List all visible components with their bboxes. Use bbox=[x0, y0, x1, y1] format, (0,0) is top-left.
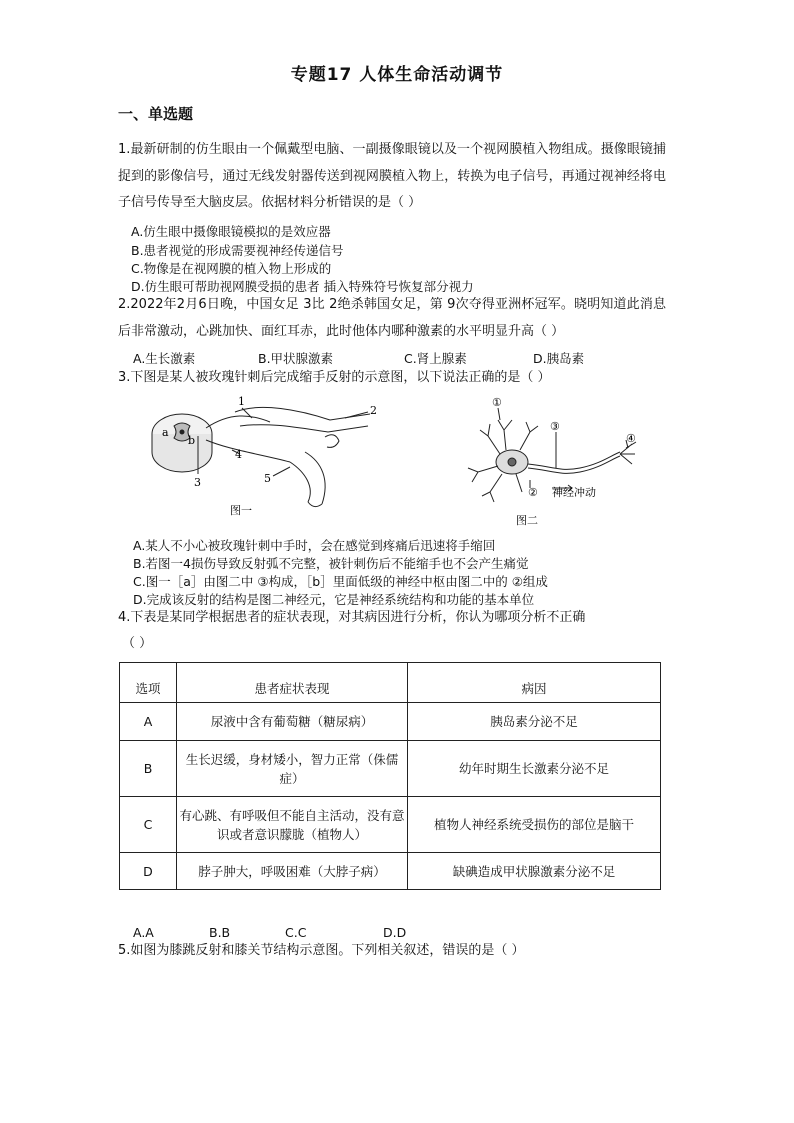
q1-option-a: A.仿生眼中摄像眼镜模拟的是效应器 bbox=[131, 224, 331, 239]
fig1-label-4: 4 bbox=[235, 448, 242, 461]
q1-stem: 1.最新研制的仿生眼由一个佩戴型电脑、一副摄像眼镜以及一个视网膜植入物组成。摄像眼镜捕捉到的影像信号，通过无线发射器传送到视网膜植入物上，转换为电子信号，再通过视神经将电子信号传导至大脑皮层。依据材料分析错误的是（ ） bbox=[118, 142, 666, 210]
fig2-caption: 图二 bbox=[516, 514, 538, 527]
row-b-cause: 幼年时期生长激素分泌不足 bbox=[408, 741, 661, 797]
row-b-symptom: 生长迟缓，身材矮小，智力正常（侏儒症） bbox=[177, 741, 408, 797]
table-header-row bbox=[120, 663, 661, 703]
row-c-option: C bbox=[120, 797, 177, 853]
fig2-label-1: ① bbox=[492, 396, 502, 409]
fig1-label-1: 1 bbox=[238, 395, 245, 408]
q3-option-a: A.某人不小心被玫瑰针刺中手时，会在感觉到疼痛后迅速将手缩回 bbox=[133, 538, 496, 553]
header-cause: 病因 bbox=[408, 663, 661, 703]
fig2-label-4: ④ bbox=[626, 432, 636, 445]
fig1-caption: 图一 bbox=[230, 504, 252, 517]
q3-stem: 3.下图是某人被玫瑰针刺后完成缩手反射的示意图，以下说法正确的是（ ） bbox=[118, 370, 551, 385]
fig1-label-a: a bbox=[162, 426, 169, 439]
q3-option-c: C.图一［a］由图二中 ③构成，［b］里面低级的神经中枢由图二中的 ②组成 bbox=[133, 574, 548, 589]
q1-option-c: C.物像是在视网膜的植入物上形成的 bbox=[131, 261, 332, 276]
header-symptom: 患者症状表现 bbox=[177, 663, 408, 703]
fig1-label-2: 2 bbox=[370, 404, 377, 417]
fig2-impulse-label: 神经冲动 bbox=[552, 486, 596, 499]
fig1-label-b: b bbox=[188, 434, 196, 447]
q3-option-d: D.完成该反射的结构是图二神经元，它是神经系统结构和功能的基本单位 bbox=[133, 592, 535, 607]
fig1-label-5: 5 bbox=[264, 472, 271, 485]
q4-option-d: D.D bbox=[383, 925, 407, 940]
table-row bbox=[120, 741, 661, 797]
q1-option-d: D.仿生眼可帮助视网膜受损的患者 插入特殊符号恢复部分视力 bbox=[131, 279, 474, 294]
header-option: 选项 bbox=[120, 663, 177, 703]
q2-option-a: A.生长激素 bbox=[133, 351, 196, 366]
q4-option-c: C.C bbox=[285, 925, 307, 940]
row-a-symptom: 尿液中含有葡萄糖（糖尿病） bbox=[177, 703, 408, 741]
reflex-arc-figure bbox=[140, 392, 390, 520]
fig1-label-3: 3 bbox=[194, 476, 201, 489]
fig2-label-3: ③ bbox=[550, 420, 560, 433]
q2-option-c: C.肾上腺素 bbox=[404, 351, 467, 366]
row-c-symptom: 有心跳、有呼吸但不能自主活动，没有意识或者意识朦胧（植物人） bbox=[177, 797, 408, 853]
q2-stem: 2.2022年2月6日晚，中国女足 3比 2绝杀韩国女足，第 9次夺得亚洲杯冠军。晓明知道此消息后非常激动，心跳加快、面红耳赤，此时他体内哪种激素的水平明显升高（ ） bbox=[118, 297, 666, 339]
section-heading: 一、单选题 bbox=[118, 105, 194, 123]
fig2-label-2: ② bbox=[528, 486, 538, 499]
row-a-option: A bbox=[120, 703, 177, 741]
q3-option-b: B.若图一4损伤导致反射弧不完整，被针刺伤后不能缩手也不会产生痛觉 bbox=[133, 556, 529, 571]
q4-option-a: A.A bbox=[133, 925, 154, 940]
symptom-table bbox=[119, 662, 661, 890]
row-d-option: D bbox=[120, 853, 177, 890]
neuron-figure bbox=[460, 392, 650, 530]
q4-stem-line1: 4.下表是某同学根据患者的症状表现，对其病因进行分析，你认为哪项分析不正确 bbox=[118, 610, 586, 625]
q1-option-b: B.患者视觉的形成需要视神经传递信号 bbox=[131, 243, 344, 258]
q2-option-b: B.甲状腺激素 bbox=[258, 351, 334, 366]
q5-stem: 5.如图为膝跳反射和膝关节结构示意图。下列相关叙述，错误的是（ ） bbox=[118, 943, 525, 958]
row-d-cause: 缺碘造成甲状腺激素分泌不足 bbox=[408, 853, 661, 890]
page-title: 专题17 人体生命活动调节 bbox=[290, 65, 504, 85]
q2-option-d: D.胰岛素 bbox=[533, 351, 585, 366]
row-a-cause: 胰岛素分泌不足 bbox=[408, 703, 661, 741]
row-b-option: B bbox=[120, 741, 177, 797]
q4-stem-line2: （ ） bbox=[122, 636, 153, 651]
q4-option-b: B.B bbox=[209, 925, 231, 940]
row-c-cause: 植物人神经系统受损伤的部位是脑干 bbox=[408, 797, 661, 853]
table-row bbox=[120, 797, 661, 853]
table-row bbox=[120, 853, 661, 890]
row-d-symptom: 脖子肿大，呼吸困难（大脖子病） bbox=[177, 853, 408, 890]
table-row bbox=[120, 703, 661, 741]
